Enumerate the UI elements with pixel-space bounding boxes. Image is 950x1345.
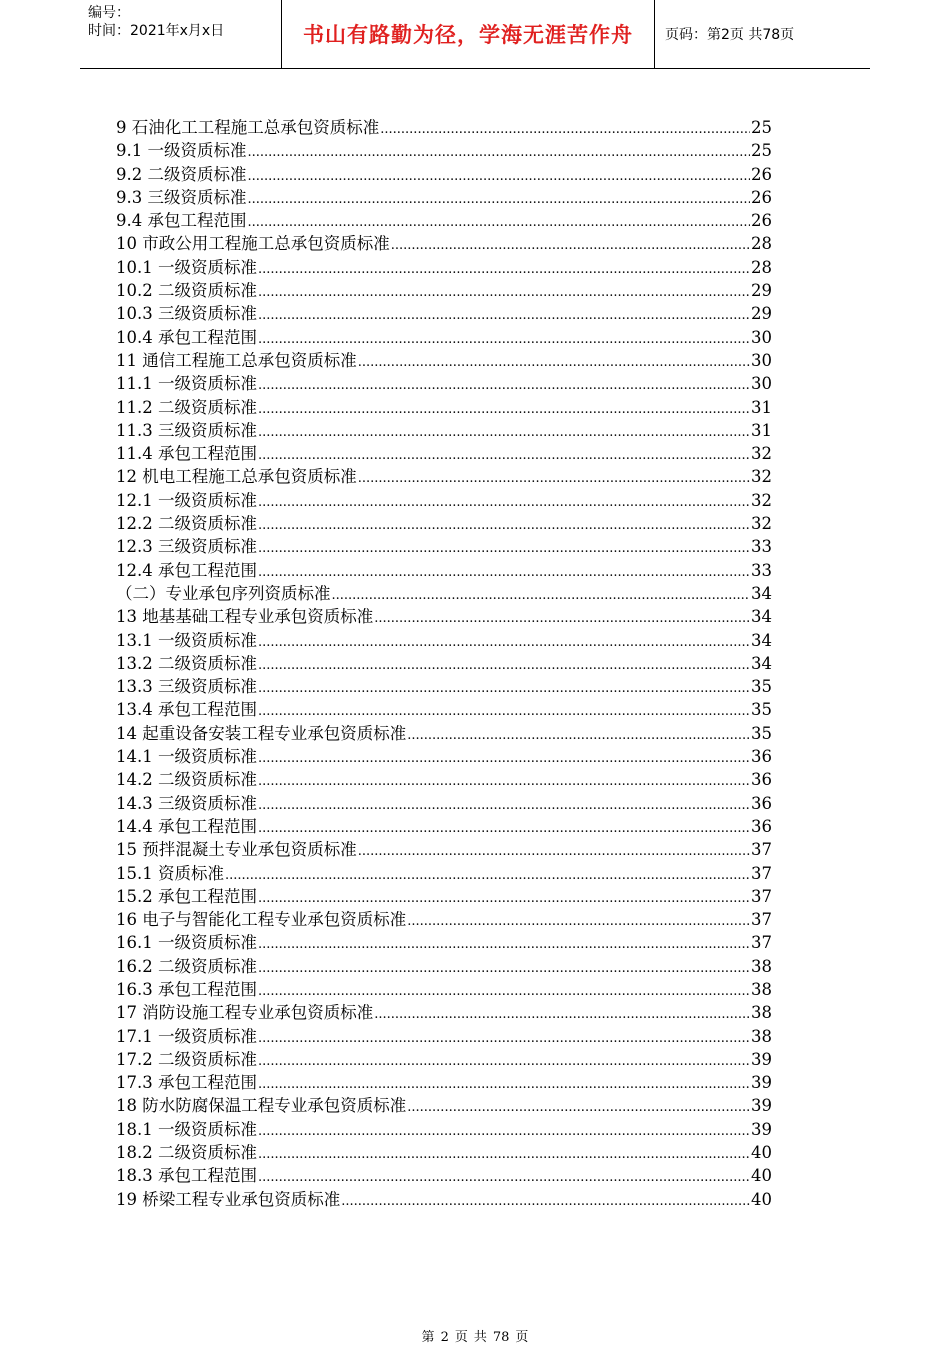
toc-entry-title: 14.4 承包工程范围 — [116, 816, 257, 836]
toc-entry-page: 26 — [751, 211, 772, 231]
toc-entry-page: 31 — [751, 420, 772, 440]
footer-page-number: 2 — [440, 1330, 449, 1345]
toc-entry-title: （二）专业承包序列资质标准 — [116, 583, 331, 603]
toc-entry[interactable] — [116, 442, 772, 465]
toc-entry[interactable] — [116, 209, 772, 232]
toc-entry[interactable] — [116, 326, 772, 349]
toc-entry-page: 40 — [751, 1143, 772, 1163]
toc-entry[interactable] — [116, 186, 772, 209]
toc-entry-title: 10.3 三级资质标准 — [116, 304, 257, 324]
footer-ye-2: 页 — [515, 1330, 529, 1345]
toc-dot-leader — [248, 186, 751, 209]
toc-entry-title: 18.3 承包工程范围 — [116, 1166, 257, 1186]
toc-entry-title: 12.3 三级资质标准 — [116, 537, 257, 557]
toc-entry-title: 19 桥梁工程专业承包资质标准 — [116, 1189, 341, 1209]
toc-entry-title: 12.1 一级资质标准 — [116, 490, 257, 510]
toc-dot-leader — [258, 675, 750, 698]
toc-dot-leader — [258, 815, 750, 838]
toc-entry-title: 9 石油化工工程施工总承包资质标准 — [116, 118, 380, 137]
toc-entry-page: 28 — [751, 234, 772, 254]
toc-entry-title: 9.2 二级资质标准 — [116, 164, 247, 184]
toc-entry[interactable] — [116, 256, 772, 279]
toc-dot-leader — [358, 465, 750, 488]
toc-entry-title: 16.3 承包工程范围 — [116, 979, 257, 999]
toc-entry[interactable] — [116, 139, 772, 162]
toc-dot-leader — [380, 116, 750, 139]
toc-entry-page: 37 — [751, 910, 772, 930]
toc-dot-leader — [341, 1188, 750, 1211]
toc-entry-title: 9.4 承包工程范围 — [116, 211, 247, 231]
toc-dot-leader — [258, 745, 750, 768]
header-page-info: 页码：第2页 共78页 — [665, 27, 795, 43]
toc-entry[interactable] — [116, 232, 772, 255]
toc-dot-leader — [258, 1025, 750, 1048]
toc-dot-leader — [258, 419, 750, 442]
footer-total-pages: 78 — [492, 1330, 510, 1345]
toc-entry-title: 15 预拌混凝土专业承包资质标准 — [116, 840, 357, 860]
toc-dot-leader — [258, 1048, 750, 1071]
toc-dot-leader — [258, 372, 750, 395]
toc-entry-page: 32 — [751, 444, 772, 464]
toc-entry-page: 32 — [751, 490, 772, 510]
header-meta — [80, 0, 282, 68]
toc-entry-title: 11.1 一级资质标准 — [116, 374, 257, 394]
toc-entry[interactable] — [116, 419, 772, 442]
toc-entry-title: 17.2 二级资质标准 — [116, 1049, 257, 1069]
toc-entry-title: 12.4 承包工程范围 — [116, 560, 257, 580]
header-motto-cell — [282, 0, 655, 68]
footer-ye: 页 — [454, 1330, 468, 1345]
toc-entry[interactable] — [116, 582, 772, 605]
toc-dot-leader — [391, 232, 750, 255]
toc-dot-leader — [258, 978, 750, 1001]
toc-entry-title: 17 消防设施工程专业承包资质标准 — [116, 1003, 374, 1023]
toc-entry-title: 12.2 二级资质标准 — [116, 514, 257, 534]
toc-entry-page: 38 — [751, 979, 772, 999]
toc-entry-page: 40 — [751, 1189, 772, 1209]
toc-dot-leader — [258, 396, 750, 419]
toc-dot-leader — [258, 442, 750, 465]
toc-dot-leader — [407, 908, 750, 931]
toc-entry-title: 10.1 一级资质标准 — [116, 257, 257, 277]
toc-entry-title: 11 通信工程施工总承包资质标准 — [116, 350, 357, 370]
toc-entry-page: 40 — [751, 1166, 772, 1186]
toc-dot-leader — [258, 512, 750, 535]
toc-entry-page: 35 — [751, 677, 772, 697]
toc-entry[interactable] — [116, 838, 772, 861]
toc-entry-title: 11.4 承包工程范围 — [116, 444, 257, 464]
toc-entry[interactable] — [116, 349, 772, 372]
toc-entry-title: 14 起重设备安装工程专业承包资质标准 — [116, 723, 407, 743]
toc-entry-page: 39 — [751, 1119, 772, 1139]
toc-entry-page: 38 — [751, 1026, 772, 1046]
toc-entry-page: 25 — [751, 118, 772, 137]
toc-entry-title: 13.3 三级资质标准 — [116, 677, 257, 697]
toc-entry-page: 37 — [751, 863, 772, 883]
toc-dot-leader — [258, 768, 750, 791]
toc-dot-leader — [258, 535, 750, 558]
toc-entry-title: 13.1 一级资质标准 — [116, 630, 257, 650]
toc-entry[interactable] — [116, 675, 772, 698]
toc-dot-leader — [258, 629, 750, 652]
toc-dot-leader — [248, 139, 751, 162]
toc-entry-title: 9.1 一级资质标准 — [116, 141, 247, 161]
toc-dot-leader — [258, 326, 750, 349]
toc-entry-page: 37 — [751, 886, 772, 906]
toc-entry-page: 34 — [751, 653, 772, 673]
footer-di: 第 — [421, 1330, 435, 1345]
toc-entry-page: 31 — [751, 397, 772, 417]
toc-entry-title: 10.4 承包工程范围 — [116, 327, 257, 347]
toc-entry-title: 13.2 二级资质标准 — [116, 653, 257, 673]
toc-entry-page: 32 — [751, 467, 772, 487]
toc-dot-leader — [358, 349, 750, 372]
toc-entry-page: 30 — [751, 327, 772, 347]
toc-dot-leader — [258, 792, 750, 815]
toc-entry-page: 25 — [751, 141, 772, 161]
toc-entry-page: 36 — [751, 816, 772, 836]
toc-entry-page: 39 — [751, 1096, 772, 1116]
toc-dot-leader — [258, 1071, 750, 1094]
toc-dot-leader — [258, 1118, 750, 1141]
toc-entry-page: 26 — [751, 164, 772, 184]
toc-entry[interactable] — [116, 1164, 772, 1187]
toc-entry[interactable] — [116, 1048, 772, 1071]
toc-entry-page: 39 — [751, 1073, 772, 1093]
toc-entry-title: 13 地基基础工程专业承包资质标准 — [116, 607, 374, 627]
toc-entry[interactable] — [116, 768, 772, 791]
toc-dot-leader — [258, 698, 750, 721]
toc-entry-page: 39 — [751, 1049, 772, 1069]
toc-entry[interactable] — [116, 1025, 772, 1048]
toc-entry-page: 29 — [751, 304, 772, 324]
toc-dot-leader — [358, 838, 750, 861]
toc-dot-leader — [258, 489, 750, 512]
toc-entry[interactable] — [116, 722, 772, 745]
toc-entry[interactable] — [116, 955, 772, 978]
toc-entry-page: 35 — [751, 700, 772, 720]
toc-entry[interactable] — [116, 1071, 772, 1094]
toc-entry[interactable] — [116, 652, 772, 675]
toc-entry[interactable] — [116, 1118, 772, 1141]
toc-entry-title: 14.3 三级资质标准 — [116, 793, 257, 813]
toc-entry-title: 10.2 二级资质标准 — [116, 281, 257, 301]
toc-entry[interactable] — [116, 978, 772, 1001]
toc-dot-leader — [407, 1094, 750, 1117]
toc-dot-leader — [258, 885, 750, 908]
toc-entry[interactable] — [116, 745, 772, 768]
toc-entry[interactable] — [116, 163, 772, 186]
page-footer — [0, 1326, 950, 1345]
toc-entry[interactable] — [116, 279, 772, 302]
toc-dot-leader — [258, 559, 750, 582]
toc-entry-title: 11.2 二级资质标准 — [116, 397, 257, 417]
toc-dot-leader — [248, 209, 751, 232]
toc-dot-leader — [258, 1141, 750, 1164]
toc-entry-page: 34 — [751, 607, 772, 627]
toc-entry-title: 10 市政公用工程施工总承包资质标准 — [116, 234, 390, 254]
toc-entry-page: 37 — [751, 840, 772, 860]
toc-entry-title: 15.1 资质标准 — [116, 863, 224, 883]
toc-dot-leader — [332, 582, 751, 605]
toc-entry-title: 14.2 二级资质标准 — [116, 770, 257, 790]
toc-entry-page: 29 — [751, 281, 772, 301]
toc-entry-page: 34 — [751, 583, 772, 603]
toc-entry[interactable] — [116, 629, 772, 652]
toc-entry[interactable] — [116, 535, 772, 558]
toc-dot-leader — [248, 163, 751, 186]
toc-entry-title: 17.3 承包工程范围 — [116, 1073, 257, 1093]
toc-entry[interactable] — [116, 908, 772, 931]
toc-entry-page: 28 — [751, 257, 772, 277]
toc-entry[interactable] — [116, 512, 772, 535]
toc-entry-title: 16.1 一级资质标准 — [116, 933, 257, 953]
toc-dot-leader — [258, 955, 750, 978]
toc-entry-page: 30 — [751, 374, 772, 394]
toc-entry-page: 34 — [751, 630, 772, 650]
toc-entry-title: 16 电子与智能化工程专业承包资质标准 — [116, 910, 407, 930]
toc-entry[interactable] — [116, 862, 772, 885]
toc-entry-title: 18.2 二级资质标准 — [116, 1143, 257, 1163]
toc-entry-title: 11.3 三级资质标准 — [116, 420, 257, 440]
toc-entry[interactable] — [116, 1094, 772, 1117]
toc-entry[interactable] — [116, 815, 772, 838]
toc-entry[interactable] — [116, 1188, 772, 1211]
toc-entry[interactable] — [116, 489, 772, 512]
footer-gong: 共 — [473, 1330, 487, 1345]
toc-dot-leader — [258, 931, 750, 954]
toc-entry-page: 37 — [751, 933, 772, 953]
toc-entry[interactable] — [116, 396, 772, 419]
toc-dot-leader — [258, 302, 750, 325]
toc-entry-page: 33 — [751, 560, 772, 580]
toc-dot-leader — [374, 1001, 750, 1024]
toc-entry-page: 33 — [751, 537, 772, 557]
toc-entry-title: 15.2 承包工程范围 — [116, 886, 257, 906]
toc-entry-title: 18.1 一级资质标准 — [116, 1119, 257, 1139]
toc-entry-page: 38 — [751, 956, 772, 976]
toc-entry[interactable] — [116, 302, 772, 325]
toc-entry[interactable] — [116, 465, 772, 488]
toc-entry[interactable] — [116, 931, 772, 954]
toc-entry[interactable] — [116, 698, 772, 721]
toc-dot-leader — [374, 605, 750, 628]
toc-entry[interactable] — [116, 372, 772, 395]
toc-entry[interactable] — [116, 116, 772, 139]
header-motto: 书山有路勤为径，学海无涯苦作舟 — [303, 23, 633, 47]
page-header — [80, 0, 870, 69]
toc-dot-leader — [258, 256, 750, 279]
document-number-label: 编号： — [88, 5, 130, 21]
document-time: 时间：2021年x月x日 — [88, 23, 225, 39]
toc-dot-leader — [225, 862, 750, 885]
toc-entry-title: 17.1 一级资质标准 — [116, 1026, 257, 1046]
toc-entry-title: 16.2 二级资质标准 — [116, 956, 257, 976]
toc-dot-leader — [407, 722, 750, 745]
toc-entry-title: 14.1 一级资质标准 — [116, 747, 257, 767]
toc-entry-page: 36 — [751, 793, 772, 813]
toc-dot-leader — [258, 1164, 750, 1187]
toc-entry[interactable] — [116, 885, 772, 908]
toc-entry-page: 26 — [751, 187, 772, 207]
toc-entry-page: 36 — [751, 747, 772, 767]
toc-entry[interactable] — [116, 559, 772, 582]
toc-entry-title: 18 防水防腐保温工程专业承包资质标准 — [116, 1096, 407, 1116]
toc-entry-page: 30 — [751, 350, 772, 370]
toc-entry-page: 36 — [751, 770, 772, 790]
toc-entry-page: 32 — [751, 514, 772, 534]
toc-entry-page: 35 — [751, 723, 772, 743]
toc-entry-page: 38 — [751, 1003, 772, 1023]
toc-entry[interactable] — [116, 792, 772, 815]
toc-entry[interactable] — [116, 1141, 772, 1164]
toc-entry[interactable] — [116, 605, 772, 628]
toc-dot-leader — [258, 652, 750, 675]
toc-entry-title: 13.4 承包工程范围 — [116, 700, 257, 720]
toc-dot-leader — [258, 279, 750, 302]
header-page-info-cell — [655, 0, 870, 68]
toc-entry-title: 9.3 三级资质标准 — [116, 187, 247, 207]
toc-entry-title: 12 机电工程施工总承包资质标准 — [116, 467, 357, 487]
table-of-contents — [116, 116, 772, 1211]
toc-entry[interactable] — [116, 1001, 772, 1024]
